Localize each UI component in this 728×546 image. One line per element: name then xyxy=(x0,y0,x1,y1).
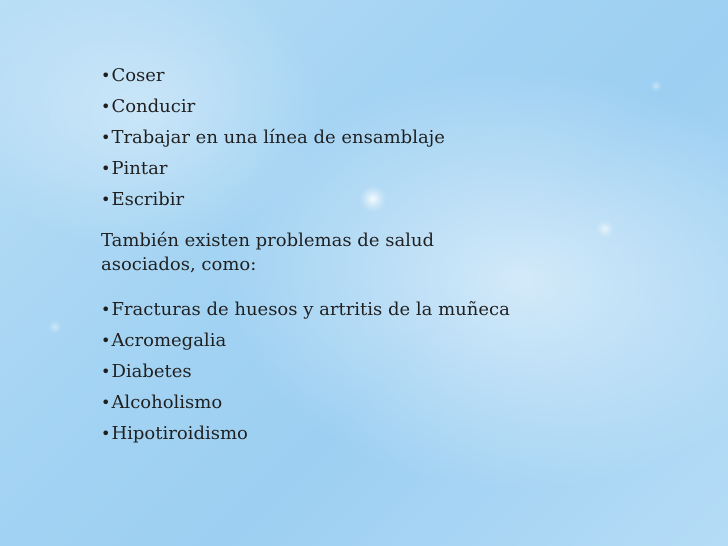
bullet-icon: • xyxy=(101,159,111,178)
paragraph-line: También existen problemas de salud xyxy=(101,230,435,251)
bullet-icon: • xyxy=(101,128,111,147)
list-item xyxy=(101,387,701,418)
list-item-text: Alcoholismo xyxy=(111,392,223,413)
paragraph-line: asociados, como: xyxy=(101,254,257,275)
list-item-text: Trabajar en una línea de ensamblaje xyxy=(111,127,445,148)
bullet-icon: • xyxy=(101,97,111,116)
intro-paragraph xyxy=(101,229,701,277)
bullet-icon: • xyxy=(101,300,111,319)
list-item-text: Conducir xyxy=(111,96,196,117)
bullet-icon: • xyxy=(101,424,111,443)
list-item-text: Pintar xyxy=(111,158,168,179)
list-item-text: Diabetes xyxy=(111,361,192,382)
list-item xyxy=(101,91,701,122)
activities-list xyxy=(101,60,701,215)
sparkle-decoration xyxy=(48,320,62,334)
list-item-text: Coser xyxy=(111,65,165,86)
bullet-icon: • xyxy=(101,331,111,350)
slide-content xyxy=(101,60,701,449)
list-item-text: Acromegalia xyxy=(111,330,227,351)
list-item-text: Hipotiroidismo xyxy=(111,423,248,444)
list-item xyxy=(101,153,701,184)
health-problems-list xyxy=(101,294,701,449)
list-item-text: Fracturas de huesos y artritis de la muñeca xyxy=(111,299,510,320)
list-item xyxy=(101,60,701,91)
bullet-icon: • xyxy=(101,362,111,381)
bullet-icon: • xyxy=(101,190,111,209)
list-item xyxy=(101,294,701,325)
list-item xyxy=(101,325,701,356)
bullet-icon: • xyxy=(101,393,111,412)
list-item xyxy=(101,122,701,153)
list-item xyxy=(101,356,701,387)
list-item xyxy=(101,418,701,449)
list-item-text: Escribir xyxy=(111,189,185,210)
list-item xyxy=(101,184,701,215)
bullet-icon: • xyxy=(101,66,111,85)
